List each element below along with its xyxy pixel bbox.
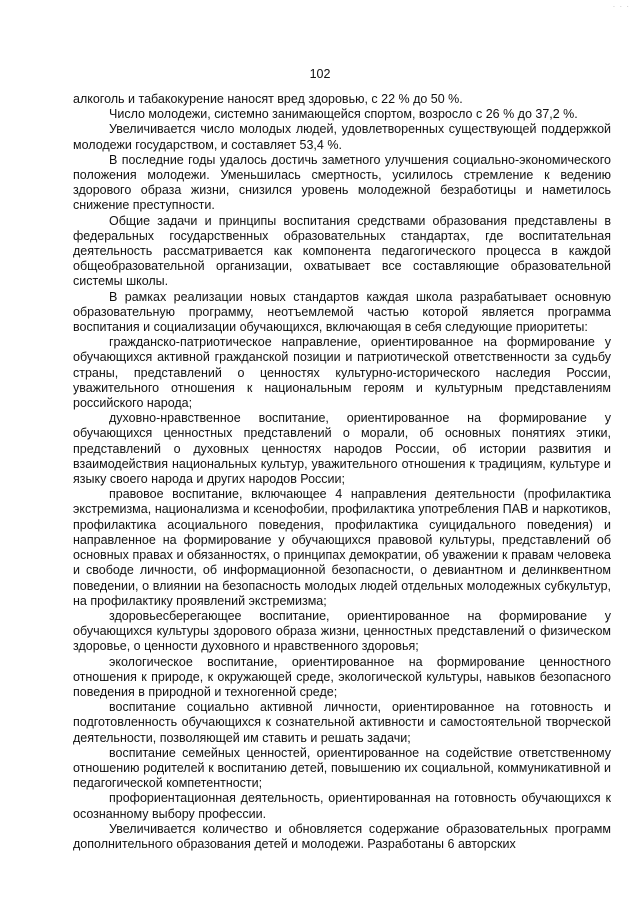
paragraph-2: Число молодежи, системно занимающейся спортом, возросло с 26 % до 37,2 %. xyxy=(109,107,578,122)
priority-legal: правовое воспитание, включающее 4 направления деятельности (профилактика экстремизма, национализма и ксенофобии, профилактика употребления ПАВ и наркотиков, профилактика асоциального поведения, профилактика суицидального поведения) и направленное на формирование у обучающихся правовой культуры, представлений об основных правах и обязанностях, о принципах демократии, об уважении к правам человека и свободе личности, об информационной безопасности, о девиантном и делинквентном поведении, о влиянии на безопасность молодых людей отдельных молодежных субкультур, на профилактику проявлений экстремизма; xyxy=(73,487,611,608)
priority-career-guidance: профориентационная деятельность, ориентированная на готовность обучающихся к осознанному выбору профессии. xyxy=(73,791,611,821)
priority-spiritual-moral: духовно-нравственное воспитание, ориентированное на формирование у обучающихся ценностных представлений о морали, об основных понятиях этики, представлений о духовных ценностях народов России, об истории развития и взаимодействия национальных культур, уважительного отношения к традициям, культуре и языку своего народа и других народов России; xyxy=(73,411,611,487)
priority-family-values: воспитание семейных ценностей, ориентированное на содействие ответственному отношению родителей к воспитанию детей, повышению их социальной, коммуникативной и педагогической компетентности; xyxy=(73,745,611,791)
page-number: 102 xyxy=(309,67,331,81)
priority-health: здоровьесберегающее воспитание, ориентированное на формирование у обучающихся культуры здорового образа жизни, ценностных представлений о физическом здоровье, о ценности духовного и нравственного здоровья; xyxy=(73,608,611,654)
priority-civic-patriotic: гражданско-патриотическое направление, ориентированное на формирование у обучающихся активной гражданской позиции и патриотической ответственности за судьбу страны, представлений о ценностях культурно-исторического наследия России, уважительного отношения к национальным героям и культурным представлениям российского народа; xyxy=(73,335,611,411)
paragraph-final: Увеличивается количество и обновляется содержание образовательных программ дополнительного образования детей и молодежи. Разработаны 6 авторских xyxy=(73,821,611,851)
scan-corner-mark: · · · xyxy=(612,2,630,11)
paragraph-3: Увеличивается число молодых людей, удовлетворенных существующей поддержкой молодежи государством, и составляет 53,4 %. xyxy=(73,122,611,152)
paragraph-5: Общие задачи и принципы воспитания средствами образования представлены в федеральных государственных образовательных стандартах, где воспитательная деятельность рассматривается как компонента педагогического процесса в каждой общеобразовательной организации, охватывает все составляющие образовательной системы школы. xyxy=(73,213,611,289)
priority-social-activity: воспитание социально активной личности, ориентированное на готовность и подготовленность обучающихся к сознательной активности и самостоятельной творческой деятельности, позволяющей им ставить и решать задачи; xyxy=(73,700,611,745)
priority-ecological: экологическое воспитание, ориентированное на формирование ценностного отношения к природе, к окружающей среде, экологической культуры, навыков безопасного поведения в природной и техногенной среде; xyxy=(73,654,611,699)
paragraph-6: В рамках реализации новых стандартов каждая школа разрабатывает основную образовательную программу, неотъемлемой частью которой является программа воспитания и социализации обучающихся, включающая в себя следующие приоритеты: xyxy=(73,289,611,335)
document-body xyxy=(73,92,611,852)
paragraph-4: В последние годы удалось достичь заметного улучшения социально-экономического положения молодежи. Уменьшилась смертность, усилилось стремление к ведению здорового образа жизни, снизился уровень молодежной безработицы и наметилось снижение преступности. xyxy=(73,152,611,213)
paragraph-1: алкоголь и табакокурение наносят вред здоровью, с 22 % до 50 %. xyxy=(73,92,463,106)
